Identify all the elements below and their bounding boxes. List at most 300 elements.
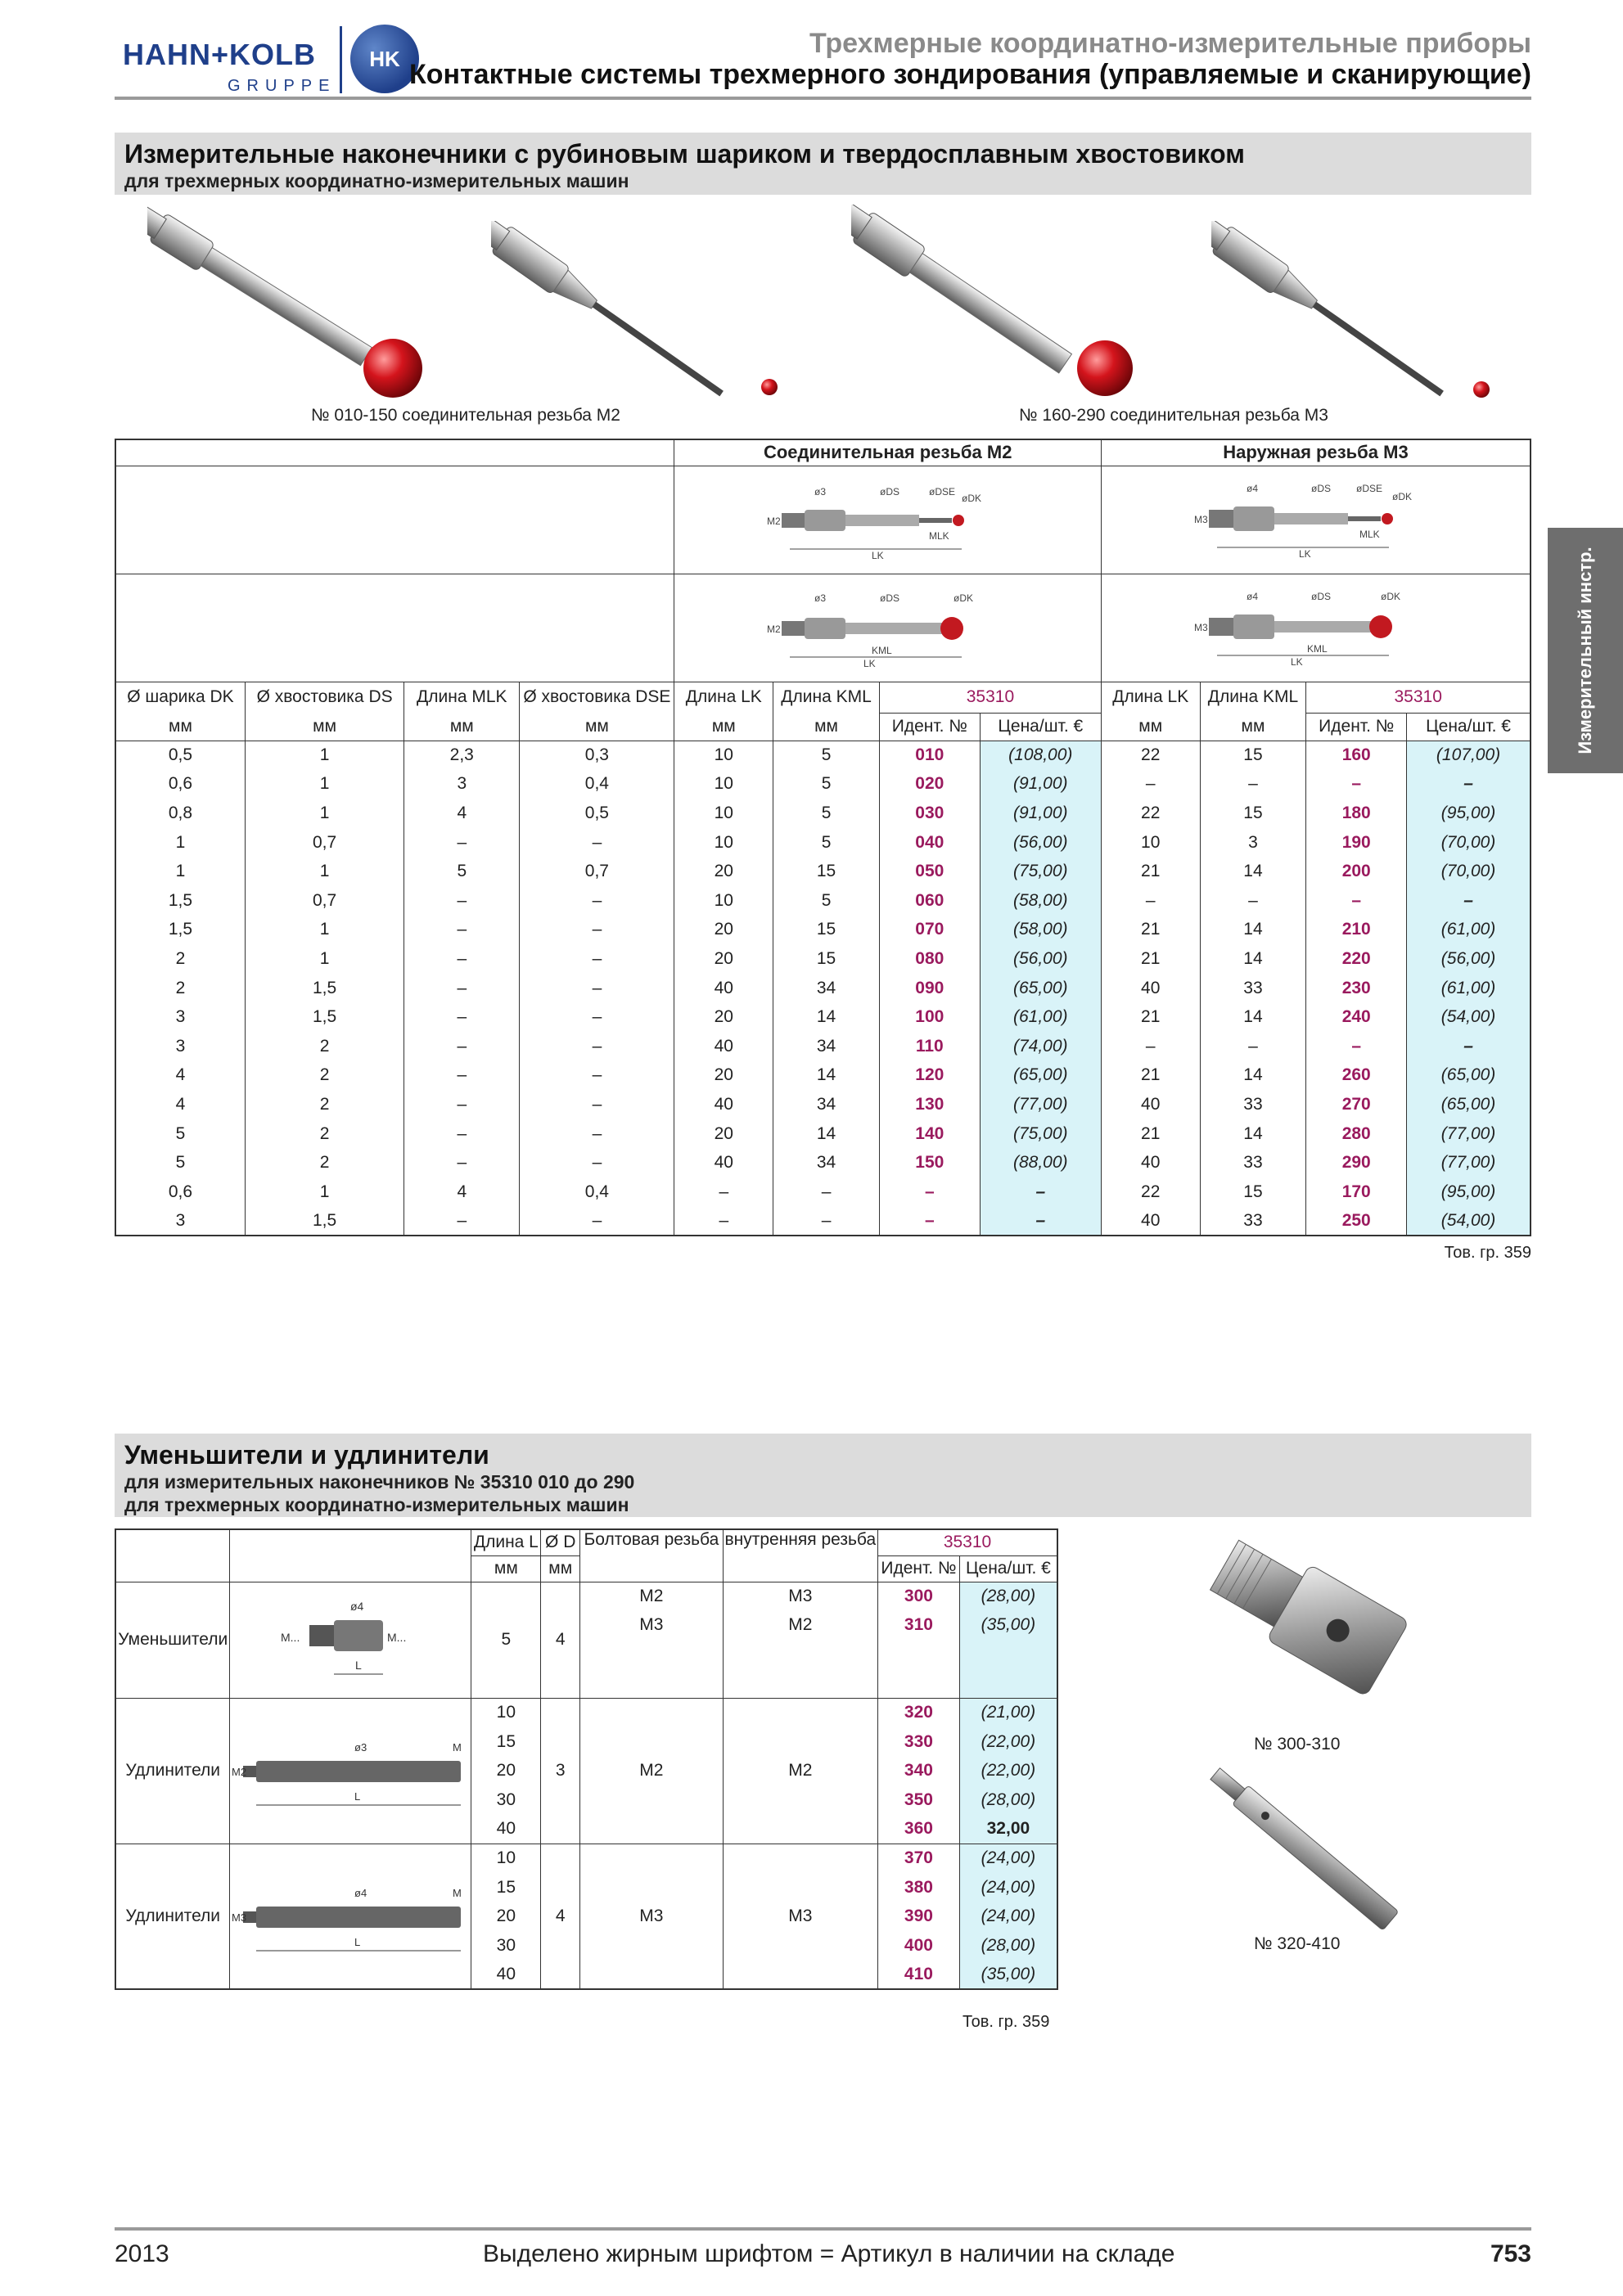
section-2-title: Уменьшители и удлинители	[124, 1440, 489, 1470]
side-tab-label: Измерительный инстр.	[1575, 547, 1595, 754]
table-cell: 34	[773, 1090, 880, 1119]
table-cell: 2	[115, 944, 245, 974]
table-cell: 4	[404, 799, 520, 828]
table-cell: 33	[1200, 1207, 1306, 1236]
table-cell: –	[674, 1177, 773, 1207]
table-cell: 15	[773, 857, 880, 886]
ident-number: 290	[1306, 1148, 1407, 1177]
svg-text:øDK: øDK	[961, 493, 981, 504]
table-row	[115, 974, 1531, 1003]
ident-number: 170	[1306, 1177, 1407, 1207]
spacer	[580, 1640, 723, 1669]
logo-divider	[340, 26, 342, 93]
ident-number: –	[1306, 886, 1407, 916]
table-cell: 1,5	[245, 1002, 403, 1032]
table-cell: 22	[1101, 1177, 1200, 1207]
ident-number: 200	[1306, 857, 1407, 886]
table-cell: –	[520, 1032, 674, 1061]
section-2-header	[115, 1434, 1531, 1517]
svg-text:M2: M2	[232, 1766, 247, 1779]
price: (65,00)	[1407, 1090, 1531, 1119]
ident-number: 320	[878, 1698, 960, 1727]
probe-image-4	[1211, 221, 1506, 401]
price: (24,00)	[959, 1873, 1057, 1902]
ident-number: 160	[1306, 741, 1407, 770]
table-cell: 2	[115, 974, 245, 1003]
table-cell: 40	[1101, 974, 1200, 1003]
svg-text:øDS: øDS	[1311, 591, 1332, 602]
table-cell: –	[520, 1002, 674, 1032]
table-cell: 5	[773, 799, 880, 828]
ident-number: 140	[879, 1119, 980, 1149]
svg-text:MLK: MLK	[1359, 529, 1381, 540]
price: (56,00)	[1407, 944, 1531, 974]
table-row	[115, 1207, 1531, 1236]
bolt-thread: M2	[580, 1698, 723, 1844]
diagram-empty-1	[115, 466, 674, 574]
svg-text:LK: LK	[863, 658, 876, 669]
probe-table-body	[115, 741, 1531, 1236]
table-cell: 0,7	[245, 828, 403, 858]
col-shank-dia: Ø хвостовика DS	[245, 682, 403, 713]
header-title: Контактные системы трехмерного зондирования (управляемые и сканирующие)	[408, 59, 1531, 90]
length-l: 10	[471, 1844, 541, 1873]
price: (74,00)	[980, 1032, 1101, 1061]
table-cell: 14	[1200, 1119, 1306, 1149]
table-cell: –	[520, 1119, 674, 1149]
price: –	[980, 1177, 1101, 1207]
extender-photo	[1170, 1767, 1432, 1931]
spacer	[723, 1640, 877, 1669]
svg-text:LK: LK	[871, 550, 884, 561]
reducer-length: 5	[471, 1582, 541, 1698]
code-m3: 35310	[1306, 682, 1531, 713]
length-l: 30	[471, 1931, 541, 1961]
length-l: 15	[471, 1727, 541, 1757]
svg-text:øDS: øDS	[879, 592, 899, 604]
table-cell: 34	[773, 1032, 880, 1061]
table-cell: 14	[1200, 916, 1306, 945]
caption-right: № 160-290 соединительная резьба M3	[1019, 406, 1328, 425]
table-cell: 21	[1101, 857, 1200, 886]
table-cell: 10	[674, 799, 773, 828]
probe-table	[115, 439, 1531, 1236]
tov-gr-1: Тов. гр. 359	[1444, 1244, 1531, 1262]
ident-number: 060	[879, 886, 980, 916]
svg-text:M3: M3	[232, 1911, 247, 1925]
probe-image-2	[491, 221, 786, 401]
svg-text:øDK: øDK	[953, 592, 973, 604]
ident-number: 150	[879, 1148, 980, 1177]
table-cell: 5	[773, 770, 880, 799]
table-cell: 40	[674, 1148, 773, 1177]
table-cell: 1	[245, 1177, 403, 1207]
unit: мм	[404, 713, 520, 741]
table-cell: –	[674, 1207, 773, 1236]
extender-dia: 4	[541, 1844, 580, 1989]
table-cell: 4	[404, 1177, 520, 1207]
table-cell: 5	[404, 857, 520, 886]
table-cell: –	[1200, 1032, 1306, 1061]
svg-text:øDS: øDS	[879, 486, 899, 497]
table-cell: –	[404, 1148, 520, 1177]
svg-text:MLK: MLK	[928, 530, 949, 542]
ident-number: 210	[1306, 916, 1407, 945]
svg-text:M3: M3	[1194, 622, 1209, 633]
price: –	[1407, 886, 1531, 916]
ident-number: 400	[878, 1931, 960, 1961]
section-2-subtitle-1: для измерительных наконечников № 35310 010 до 290	[124, 1471, 635, 1492]
table-row	[115, 1119, 1531, 1149]
svg-text:L: L	[355, 1659, 363, 1672]
table-cell: –	[404, 974, 520, 1003]
price: (88,00)	[980, 1148, 1101, 1177]
table-row	[115, 1148, 1531, 1177]
price: (75,00)	[980, 1119, 1101, 1149]
table-cell: –	[773, 1207, 880, 1236]
col-mlk: Длина MLK	[404, 682, 520, 713]
inner-thread: M2	[723, 1698, 877, 1844]
price: (65,00)	[1407, 1061, 1531, 1091]
table-row	[115, 1844, 1057, 1873]
price: –	[1407, 1032, 1531, 1061]
table-cell: 20	[674, 1002, 773, 1032]
table-cell: 2	[245, 1090, 403, 1119]
table-cell: –	[520, 1148, 674, 1177]
price: (56,00)	[980, 828, 1101, 858]
unit: мм	[773, 713, 880, 741]
table-cell: –	[520, 828, 674, 858]
price: (91,00)	[980, 770, 1101, 799]
table-cell: 2,3	[404, 741, 520, 770]
ident-number: 070	[879, 916, 980, 945]
logo-text: HAHN+KOLB	[123, 38, 317, 71]
col-bolt-thread: Болтовая резьба	[580, 1529, 723, 1582]
price: (65,00)	[980, 1061, 1101, 1091]
svg-text:L: L	[354, 1790, 361, 1803]
adapter-name-header	[115, 1529, 230, 1582]
table-cell: 1	[115, 857, 245, 886]
table-cell: –	[404, 828, 520, 858]
col-ident-m2: Идент. №	[879, 713, 980, 741]
ident-number: 350	[878, 1785, 960, 1815]
price: (77,00)	[1407, 1119, 1531, 1149]
price: (61,00)	[980, 1002, 1101, 1032]
table-cell: 1	[245, 944, 403, 974]
price: (77,00)	[1407, 1148, 1531, 1177]
price: (24,00)	[959, 1902, 1057, 1932]
table-cell: –	[1101, 886, 1200, 916]
table-row	[115, 944, 1531, 974]
price: (95,00)	[1407, 799, 1531, 828]
unit: мм	[1200, 713, 1306, 741]
table-cell: 3	[404, 770, 520, 799]
bolt-thread: M3	[580, 1611, 723, 1641]
ident-number: 100	[879, 1002, 980, 1032]
table-cell: 0,6	[115, 770, 245, 799]
diagram-empty-2	[115, 574, 674, 682]
extender-rows	[115, 1698, 1057, 1989]
col-ident: Идент. №	[878, 1555, 960, 1582]
group-header-m3: Наружная резьба M3	[1101, 439, 1531, 466]
header-subtitle: Трехмерные координатно-измерительные приборы	[809, 28, 1531, 59]
bolt-thread: M2	[580, 1582, 723, 1611]
footer-note: Выделено жирным шрифтом = Артикул в наличии на складе	[483, 2240, 1175, 2267]
table-cell: 40	[674, 1032, 773, 1061]
col-dia-d: Ø D	[541, 1529, 580, 1555]
spacer	[878, 1640, 960, 1669]
price: (28,00)	[959, 1785, 1057, 1815]
table-cell: 0,4	[520, 1177, 674, 1207]
col-lk-m2: Длина LK	[674, 682, 773, 713]
table-row	[115, 1002, 1531, 1032]
table-cell: –	[404, 1032, 520, 1061]
company-logo	[123, 23, 417, 97]
price: (70,00)	[1407, 828, 1531, 858]
svg-text:M: M	[453, 1741, 462, 1754]
reducer-photo	[1170, 1526, 1432, 1731]
table-cell: 5	[773, 828, 880, 858]
table-cell: –	[1101, 770, 1200, 799]
table-cell: 20	[674, 857, 773, 886]
table-cell: 15	[773, 944, 880, 974]
table-cell: 33	[1200, 1090, 1306, 1119]
table-cell: 4	[115, 1090, 245, 1119]
table-cell: 21	[1101, 944, 1200, 974]
price: (22,00)	[959, 1757, 1057, 1786]
table-row	[115, 857, 1531, 886]
table-row	[115, 1090, 1531, 1119]
ident-number: –	[879, 1177, 980, 1207]
page-number: 753	[1490, 2240, 1531, 2267]
table-row	[115, 1032, 1531, 1061]
table-cell: –	[404, 1090, 520, 1119]
svg-text:KML: KML	[1307, 643, 1328, 655]
svg-text:øDK: øDK	[1392, 491, 1413, 502]
price: (58,00)	[980, 886, 1101, 916]
length-l: 15	[471, 1873, 541, 1902]
col-lk-m3: Длина LK	[1101, 682, 1200, 713]
table-cell: 21	[1101, 1119, 1200, 1149]
table-cell: –	[404, 1119, 520, 1149]
unit: мм	[541, 1555, 580, 1582]
table-cell: –	[404, 916, 520, 945]
table-cell: –	[404, 944, 520, 974]
price: (91,00)	[980, 799, 1101, 828]
length-l: 40	[471, 1961, 541, 1990]
footer-year: 2013	[115, 2240, 169, 2267]
table-cell: 21	[1101, 1002, 1200, 1032]
table-cell: 40	[674, 974, 773, 1003]
table-cell: 0,5	[520, 799, 674, 828]
table-cell: 33	[1200, 974, 1306, 1003]
price: (70,00)	[1407, 857, 1531, 886]
table-cell: –	[520, 886, 674, 916]
price: (58,00)	[980, 916, 1101, 945]
table-cell: 5	[115, 1148, 245, 1177]
table-cell: –	[404, 1061, 520, 1091]
table-cell: 40	[674, 1090, 773, 1119]
table-cell: 10	[674, 741, 773, 770]
svg-text:ø3: ø3	[814, 486, 826, 497]
ident-number: 270	[1306, 1090, 1407, 1119]
ident-number: 330	[878, 1727, 960, 1757]
ident-number: 110	[879, 1032, 980, 1061]
table-cell: 1,5	[115, 916, 245, 945]
unit: мм	[1101, 713, 1200, 741]
svg-text:øDSE: øDSE	[928, 486, 955, 497]
ident-number: 050	[879, 857, 980, 886]
table-cell: 3	[115, 1032, 245, 1061]
price: –	[1407, 770, 1531, 799]
table-cell: –	[1200, 886, 1306, 916]
header-rule	[115, 97, 1531, 100]
svg-text:ø3: ø3	[354, 1741, 367, 1754]
table-cell: 22	[1101, 799, 1200, 828]
table-cell: 22	[1101, 741, 1200, 770]
table-cell: 40	[1101, 1090, 1200, 1119]
section-1-subtitle: для трехмерных координатно-измерительных машин	[124, 170, 629, 191]
group-name-extenders: Удлинители	[115, 1698, 230, 1844]
price: (35,00)	[959, 1961, 1057, 1990]
table-cell: 1,5	[115, 886, 245, 916]
table-cell: 0,5	[115, 741, 245, 770]
ident-number: 260	[1306, 1061, 1407, 1091]
price: (77,00)	[980, 1090, 1101, 1119]
price: (35,00)	[959, 1611, 1057, 1641]
table-cell: 14	[1200, 944, 1306, 974]
section-1-header	[115, 133, 1531, 195]
svg-text:M2: M2	[766, 515, 781, 527]
table-cell: –	[1101, 1032, 1200, 1061]
logo-mark: HK	[350, 25, 419, 93]
table-row	[115, 770, 1531, 799]
price: (56,00)	[980, 944, 1101, 974]
table-cell: 20	[674, 1119, 773, 1149]
col-inner-thread: внутренняя резьба	[723, 1529, 877, 1582]
col-kml-m3: Длина KML	[1200, 682, 1306, 713]
col-ident-m3: Идент. №	[1306, 713, 1407, 741]
table-cell: 2	[245, 1119, 403, 1149]
table-cell: 15	[1200, 741, 1306, 770]
price: 32,00	[959, 1815, 1057, 1844]
ident-number: 310	[878, 1611, 960, 1641]
ident-number: –	[1306, 1032, 1407, 1061]
price: (28,00)	[959, 1582, 1057, 1611]
svg-text:LK: LK	[1299, 548, 1312, 560]
ident-number: 370	[878, 1844, 960, 1873]
probe-image-3	[851, 205, 1162, 401]
spacer	[959, 1640, 1057, 1669]
extender-dia: 3	[541, 1698, 580, 1844]
svg-text:M...: M...	[387, 1631, 407, 1645]
table-cell: –	[520, 974, 674, 1003]
svg-text:ø4: ø4	[350, 1600, 364, 1614]
ident-number: –	[1306, 770, 1407, 799]
reducer-dia: 4	[541, 1582, 580, 1698]
table-cell: 0,7	[520, 857, 674, 886]
unit: мм	[674, 713, 773, 741]
table-cell: 2	[245, 1032, 403, 1061]
price: (54,00)	[1407, 1207, 1531, 1236]
ident-number: 040	[879, 828, 980, 858]
group-name-extenders: Удлинители	[115, 1844, 230, 1989]
table-row	[115, 916, 1531, 945]
table-row	[115, 1177, 1531, 1207]
spacer	[878, 1669, 960, 1699]
code-adapter: 35310	[878, 1529, 1057, 1555]
table-cell: 14	[773, 1061, 880, 1091]
table-cell: 1	[245, 916, 403, 945]
col-price: Цена/шт. €	[959, 1555, 1057, 1582]
ident-number: 080	[879, 944, 980, 974]
extender-diagram	[230, 1844, 471, 1989]
table-cell: –	[404, 886, 520, 916]
table-row	[115, 1061, 1531, 1091]
svg-text:øDK: øDK	[1381, 591, 1401, 602]
length-l: 40	[471, 1815, 541, 1844]
svg-text:ø4: ø4	[1247, 591, 1259, 602]
table-cell: 20	[674, 916, 773, 945]
col-ball-dia: Ø шарика DK	[115, 682, 245, 713]
table-cell: –	[404, 1002, 520, 1032]
ident-number: 030	[879, 799, 980, 828]
price: (107,00)	[1407, 741, 1531, 770]
table-cell: 1	[115, 828, 245, 858]
adapter-table	[115, 1528, 1058, 1990]
empty-header	[115, 439, 674, 466]
probe-image-1	[147, 205, 442, 401]
bolt-thread: M3	[580, 1844, 723, 1989]
table-cell: 2	[245, 1148, 403, 1177]
price: (61,00)	[1407, 916, 1531, 945]
ident-number: 190	[1306, 828, 1407, 858]
unit: мм	[115, 713, 245, 741]
table-cell: 1	[245, 741, 403, 770]
table-cell: –	[520, 944, 674, 974]
inner-thread: M2	[723, 1611, 877, 1641]
table-cell: 33	[1200, 1148, 1306, 1177]
col-price-m3: Цена/шт. €	[1407, 713, 1531, 741]
ident-number: 010	[879, 741, 980, 770]
ident-number: 090	[879, 974, 980, 1003]
ident-number: 220	[1306, 944, 1407, 974]
price: (21,00)	[959, 1698, 1057, 1727]
table-cell: 21	[1101, 916, 1200, 945]
table-cell: 3	[115, 1002, 245, 1032]
table-cell: 0,4	[520, 770, 674, 799]
svg-text:øDSE: øDSE	[1356, 483, 1383, 494]
table-row	[115, 828, 1531, 858]
table-cell: 10	[1101, 828, 1200, 858]
side-tab[interactable]	[1548, 528, 1623, 773]
group-name-reducers: Уменьшители	[115, 1582, 230, 1698]
svg-text:LK: LK	[1291, 656, 1304, 668]
ident-number: 410	[878, 1961, 960, 1990]
price: (24,00)	[959, 1844, 1057, 1873]
table-cell: 5	[773, 886, 880, 916]
table-cell: 1,5	[245, 974, 403, 1003]
ident-number: 390	[878, 1902, 960, 1932]
table-cell: 40	[1101, 1207, 1200, 1236]
caption-reducer: № 300-310	[1254, 1735, 1341, 1754]
price: (22,00)	[959, 1727, 1057, 1757]
ident-number: 340	[878, 1757, 960, 1786]
ident-number: 240	[1306, 1002, 1407, 1032]
table-cell: 1,5	[245, 1207, 403, 1236]
table-cell: –	[520, 1207, 674, 1236]
table-cell: 40	[1101, 1148, 1200, 1177]
